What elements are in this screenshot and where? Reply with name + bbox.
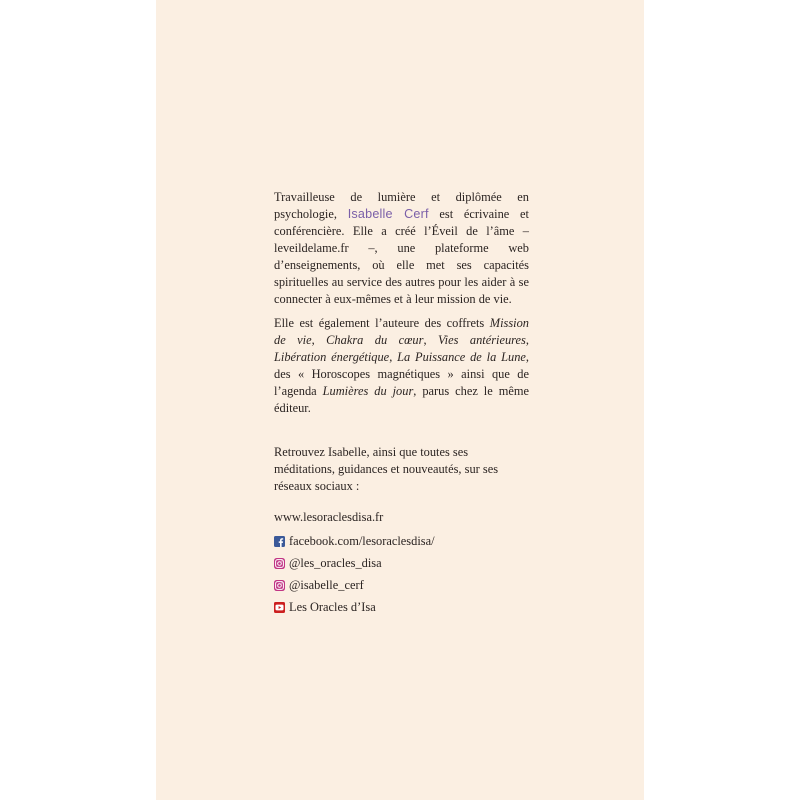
work-title: La Puissance de la Lune xyxy=(397,350,526,364)
works-intro: Elle est également l’auteure des coffrets xyxy=(274,316,490,330)
social-link-instagram-oracles[interactable] xyxy=(274,556,529,570)
works-paragraph xyxy=(274,315,529,417)
social-label: facebook.com/lesoraclesdisa/ xyxy=(289,533,435,548)
contact-intro: Retrouvez Isabelle, ainsi que toutes ses méditations, guidances et nouveautés, sur ses réseaux sociaux : xyxy=(274,445,499,493)
social-link-instagram-isabelle[interactable] xyxy=(274,578,529,592)
social-label: Les Oracles d’Isa xyxy=(289,599,376,614)
bio-intro-text: Travailleuse de lumière et diplômée en psychologie, xyxy=(274,190,529,221)
works-separator: , xyxy=(525,333,529,347)
facebook-icon xyxy=(274,536,285,547)
book-page xyxy=(156,0,644,800)
works-outro: , parus chez le même éditeur. xyxy=(274,384,529,415)
social-label: @isabelle_cerf xyxy=(289,577,364,592)
works-separator: , xyxy=(423,333,439,347)
works-separator: , xyxy=(389,350,398,364)
work-title: Lumières du jour xyxy=(322,384,414,398)
social-link-youtube[interactable] xyxy=(274,600,529,614)
bio-body-text: est écrivaine et conférencière. Elle a créé l’Éveil de l’âme – leveildelame.fr –, une plateforme web d’enseignements, où elle met ses capacités spirituelles au service des autres pour les aider à se connecter à eux-mêmes et à leur mission de vie. xyxy=(274,207,529,306)
youtube-icon xyxy=(274,602,285,613)
work-title: Chakra du cœur xyxy=(326,333,424,347)
author-bio-block xyxy=(274,189,529,614)
bio-paragraph xyxy=(274,189,529,308)
social-link-facebook[interactable] xyxy=(274,534,529,548)
instagram-icon xyxy=(274,558,285,569)
work-title: Vies antérieures xyxy=(438,333,526,347)
work-title: Mission de vie xyxy=(274,316,529,347)
work-title: Libération énergétique xyxy=(274,350,390,364)
website-link[interactable]: www.lesoraclesdisa.fr xyxy=(274,510,384,524)
works-separator: , xyxy=(311,333,327,347)
social-label: @les_oracles_disa xyxy=(289,555,382,570)
instagram-icon xyxy=(274,580,285,591)
works-separator: , des « Horoscopes magnétiques » ainsi que de l’agenda xyxy=(274,350,529,398)
author-name: Isabelle Cerf xyxy=(347,207,429,221)
